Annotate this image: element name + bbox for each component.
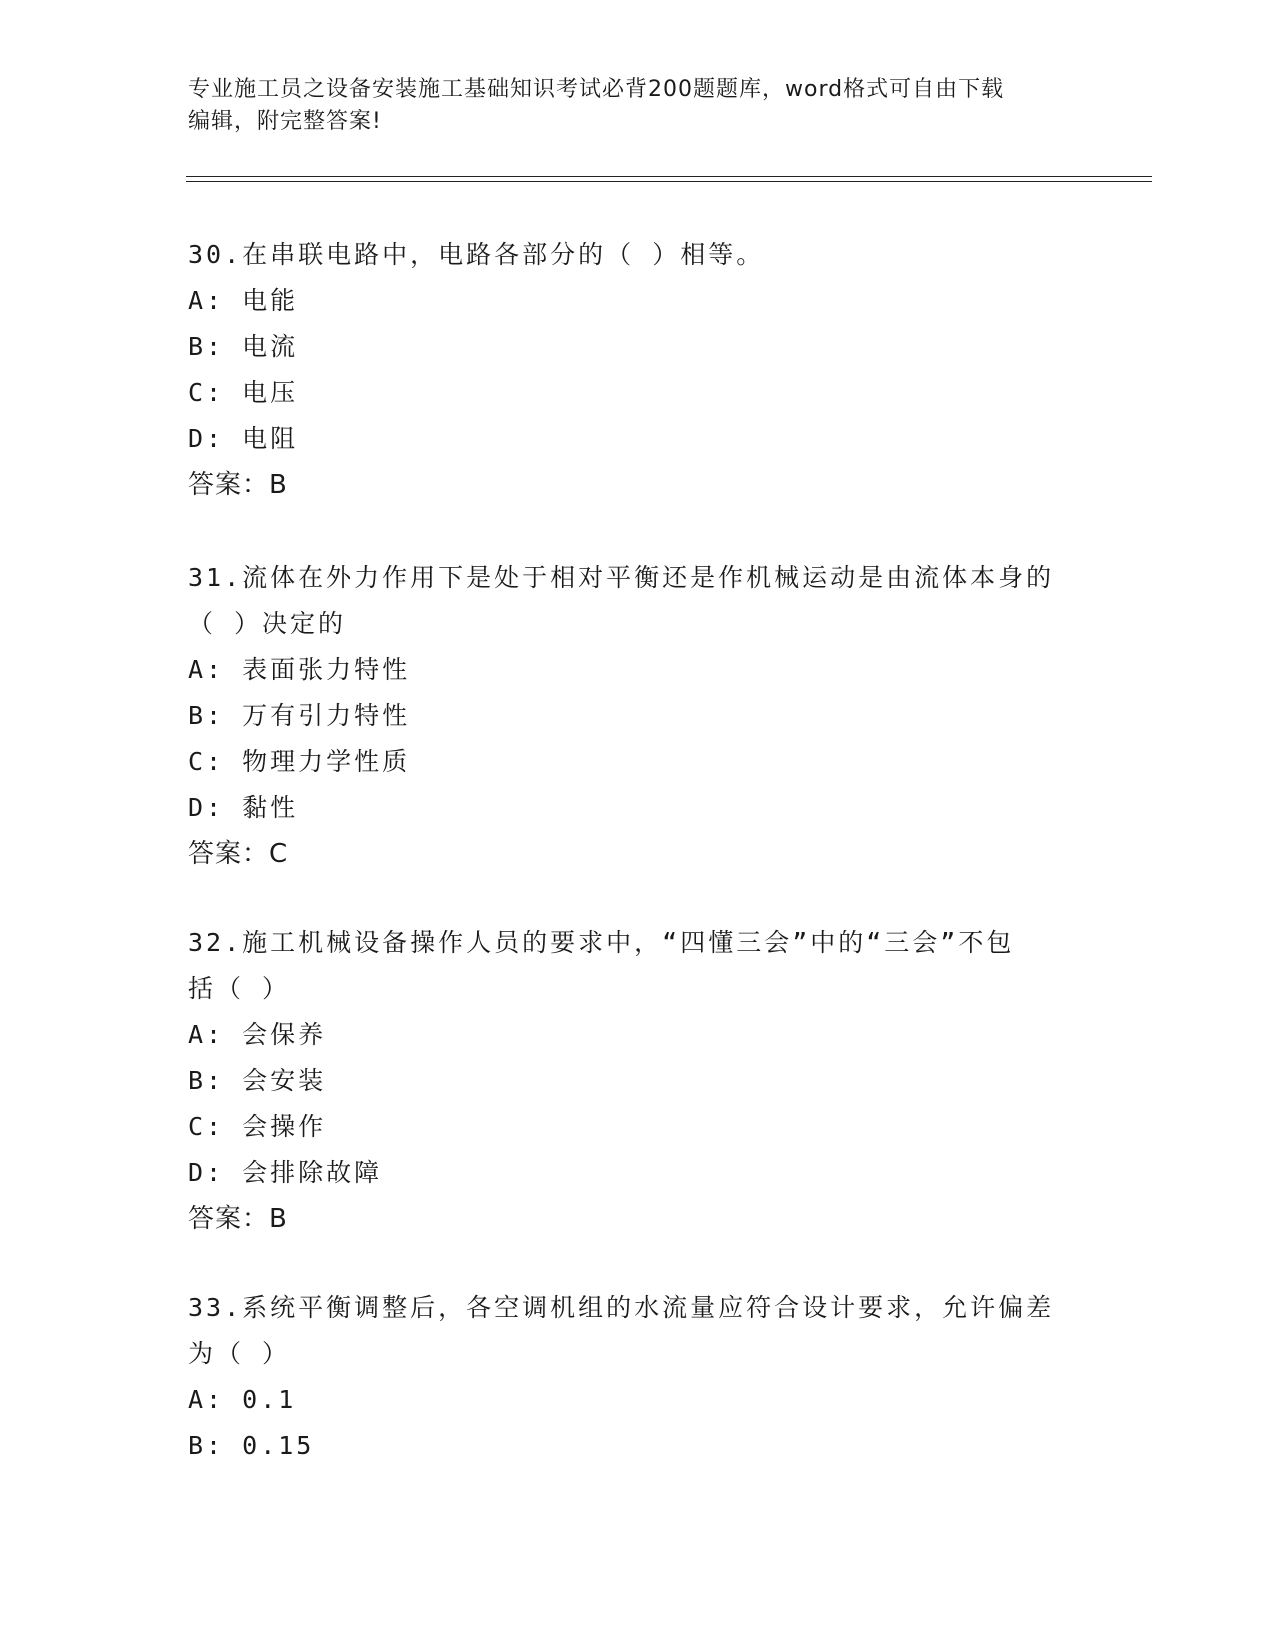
option-c: C: 会操作 bbox=[188, 1112, 327, 1141]
header-line-1: 专业施工员之设备安装施工基础知识考试必背200题题库，word格式可自由下载 bbox=[188, 77, 1005, 102]
question-30 bbox=[188, 232, 1088, 508]
option-a: A: 电能 bbox=[188, 286, 299, 315]
question-stem: 30.在串联电路中，电路各部分的（ ）相等。 bbox=[188, 240, 765, 269]
question-stem-continued: 为（ ） bbox=[188, 1339, 291, 1368]
option-b: B: 会安装 bbox=[188, 1066, 327, 1095]
answer: 答案：B bbox=[188, 1204, 288, 1234]
option-c: C: 物理力学性质 bbox=[188, 747, 411, 776]
option-b: B: 0.15 bbox=[188, 1431, 315, 1460]
question-stem-continued: （ ）决定的 bbox=[188, 609, 347, 638]
option-d: D: 电阻 bbox=[188, 424, 299, 453]
header-divider-bottom bbox=[186, 181, 1152, 182]
option-d: D: 黏性 bbox=[188, 793, 299, 822]
question-stem: 31.流体在外力作用下是处于相对平衡还是作机械运动是由流体本身的 bbox=[188, 563, 1055, 592]
header-line-2: 编辑，附完整答案! bbox=[188, 109, 382, 134]
answer: 答案：B bbox=[188, 470, 288, 500]
option-b: B: 电流 bbox=[188, 332, 299, 361]
option-c: C: 电压 bbox=[188, 378, 299, 407]
option-a: A: 表面张力特性 bbox=[188, 655, 411, 684]
question-stem: 33.系统平衡调整后，各空调机组的水流量应符合设计要求，允许偏差 bbox=[188, 1293, 1055, 1322]
option-a: A: 会保养 bbox=[188, 1020, 327, 1049]
option-a: A: 0.1 bbox=[188, 1385, 297, 1414]
question-stem-continued: 括（ ） bbox=[188, 974, 291, 1003]
question-32 bbox=[188, 920, 1088, 1242]
option-b: B: 万有引力特性 bbox=[188, 701, 411, 730]
option-d: D: 会排除故障 bbox=[188, 1158, 383, 1187]
answer: 答案：C bbox=[188, 839, 289, 869]
question-33 bbox=[188, 1285, 1088, 1469]
document-header bbox=[188, 74, 1068, 138]
question-31 bbox=[188, 555, 1088, 877]
header-divider-top bbox=[186, 176, 1152, 177]
question-stem: 32.施工机械设备操作人员的要求中，“四懂三会”中的“三会”不包 bbox=[188, 928, 1015, 957]
